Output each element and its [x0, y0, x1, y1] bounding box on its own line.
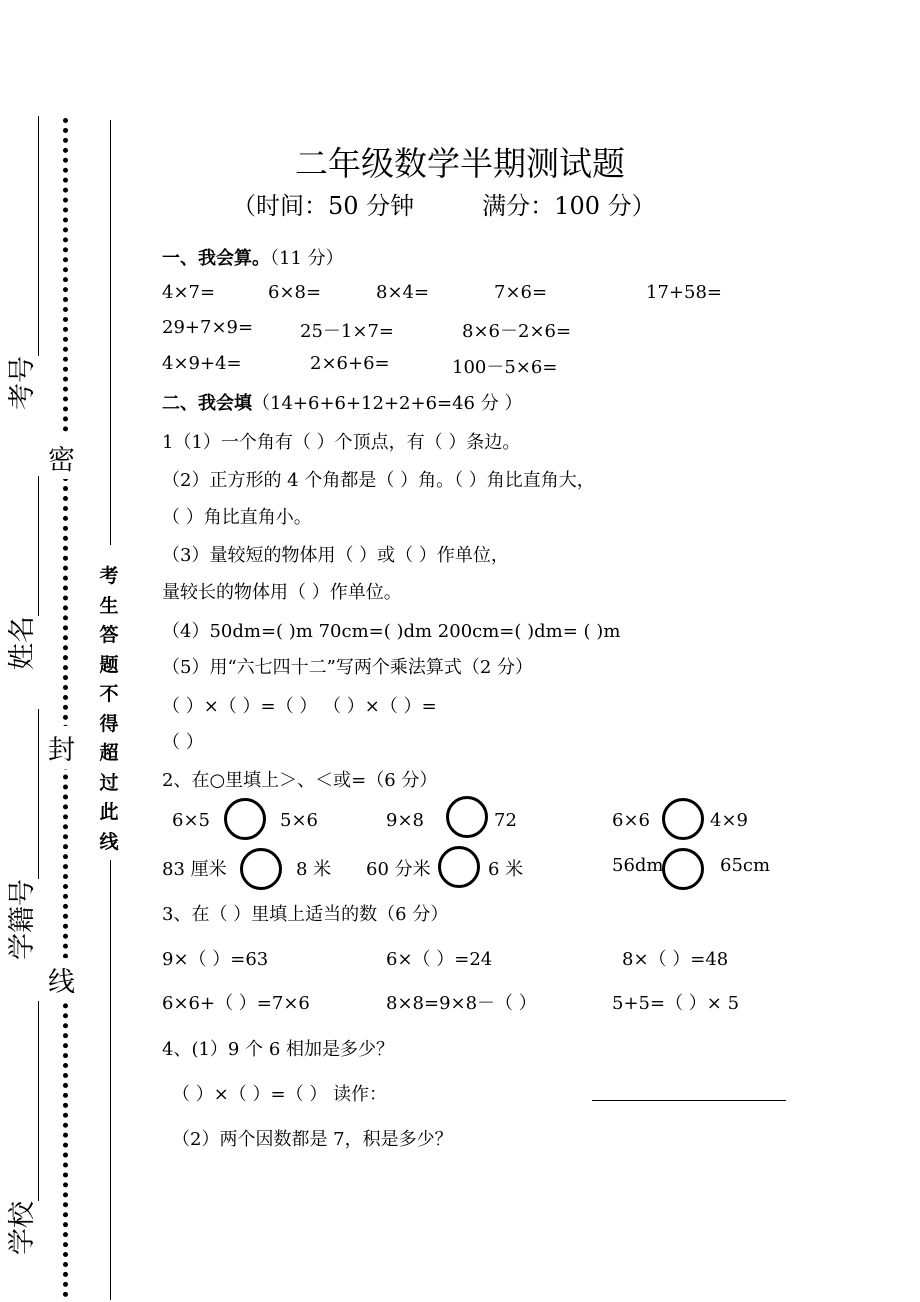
compare-circle[interactable]: [662, 798, 704, 840]
q1-part3: （3）量较短的物体用（ ）或（ ）作单位，: [162, 545, 509, 566]
compare-left: 9×8: [386, 810, 424, 831]
compare-left: 60 分米: [366, 859, 431, 880]
seal-xian: 线: [48, 958, 75, 1001]
compare-circle[interactable]: [446, 796, 488, 838]
section-2-heading: 二、我会填（14+6+6+12+2+6=46 分 ）: [162, 393, 523, 414]
q1-part2: （2）正方形的 4 个角都是（ ）角。（ ）角比直角大，: [162, 470, 595, 491]
compare-right: 5×6: [280, 810, 318, 831]
compare-left: 6×5: [172, 810, 210, 831]
q1-part1: 1（1）一个角有（ ）个顶点，有（ ）条边。: [162, 432, 521, 453]
roll-number-field: 学籍号: [0, 709, 39, 960]
binding-notice: 考生答题不得超过此线: [99, 565, 119, 853]
q3-item: 9×（ ）=63: [162, 949, 269, 970]
s1-problem: 4×7=: [162, 282, 216, 303]
s1-problem: 25－1×7=: [300, 321, 394, 342]
compare-right: 4×9: [710, 810, 748, 831]
q3-item: 6×（ ）=24: [386, 949, 493, 970]
q1-part3-cont: 量较长的物体用（ ）作单位。: [162, 582, 402, 603]
full-score: 满分：100 分）: [482, 192, 656, 220]
s1-problem: 4×9+4=: [162, 353, 242, 374]
q3-item: 8×8=9×8－（ ）: [386, 993, 537, 1014]
binding-dotted-line: [63, 118, 68, 1298]
q1-part5: （5）用“六七四十二”写两个乘法算式（2 分）: [162, 657, 534, 678]
s1-problem: 29+7×9=: [162, 317, 254, 338]
compare-left: 56dm: [612, 855, 664, 876]
q1-part5-equations: （ ）×（ ）=（ ） （ ）×（ ）=: [162, 696, 437, 717]
q3-item: 8×（ ）=48: [622, 949, 729, 970]
binding-solid-line-bottom: [110, 860, 111, 1300]
compare-right: 65cm: [720, 855, 771, 876]
page-subtitle: [232, 186, 656, 221]
q3-item: 5+5=（ ）× 5: [612, 993, 740, 1014]
compare-right: 72: [494, 810, 517, 831]
page-title: 二年级数学半期测试题: [295, 144, 625, 183]
compare-left: 6×6: [612, 810, 650, 831]
s1-problem: 2×6+6=: [310, 353, 390, 374]
q4-part2: （2）两个因数都是 7，积是多少？: [172, 1129, 453, 1150]
section-1-heading: 一、我会算。（11 分）: [162, 248, 344, 269]
q1-part4: （4）50dm=( )m 70cm=( )dm 200cm=( )dm= ( )m: [162, 621, 621, 642]
compare-circle[interactable]: [224, 798, 266, 840]
compare-right: 6 米: [488, 859, 524, 880]
seal-feng: 封: [48, 726, 75, 769]
s1-problem: 8×4=: [376, 282, 430, 303]
s1-problem: 6×8=: [268, 282, 322, 303]
name-field: 姓名: [0, 476, 39, 670]
q4-part1-equation: （ ）×（ ）=（ ） 读作：: [172, 1084, 388, 1105]
time-limit: （时间：50 分钟: [232, 192, 415, 220]
compare-circle[interactable]: [438, 846, 480, 888]
s1-problem: 17+58=: [646, 282, 722, 303]
reading-answer-line[interactable]: [592, 1100, 786, 1101]
s1-problem: 7×6=: [494, 282, 548, 303]
compare-right: 8 米: [296, 859, 332, 880]
q3-item: 6×6+（ ）=7×6: [162, 993, 310, 1014]
s1-problem: 8×6－2×6=: [462, 321, 572, 342]
compare-left: 83 厘米: [162, 859, 227, 880]
s1-problem: 100－5×6=: [452, 357, 558, 378]
q1-part2-cont: （ ）角比直角小。: [162, 507, 312, 528]
school-field: 学校: [0, 1001, 39, 1255]
q1-part5-cont: （ ）: [162, 732, 204, 753]
seal-mi: 密: [48, 436, 75, 479]
exam-number-field: 考号: [0, 116, 39, 410]
q4-part1: 4、(1）9 个 6 相加是多少？: [162, 1039, 394, 1060]
compare-circle[interactable]: [662, 848, 704, 890]
compare-circle[interactable]: [240, 848, 282, 890]
q2-heading: 2、在○里填上＞、＜或=（6 分）: [162, 770, 438, 791]
q3-heading: 3、在（ ）里填上适当的数（6 分）: [162, 904, 449, 925]
